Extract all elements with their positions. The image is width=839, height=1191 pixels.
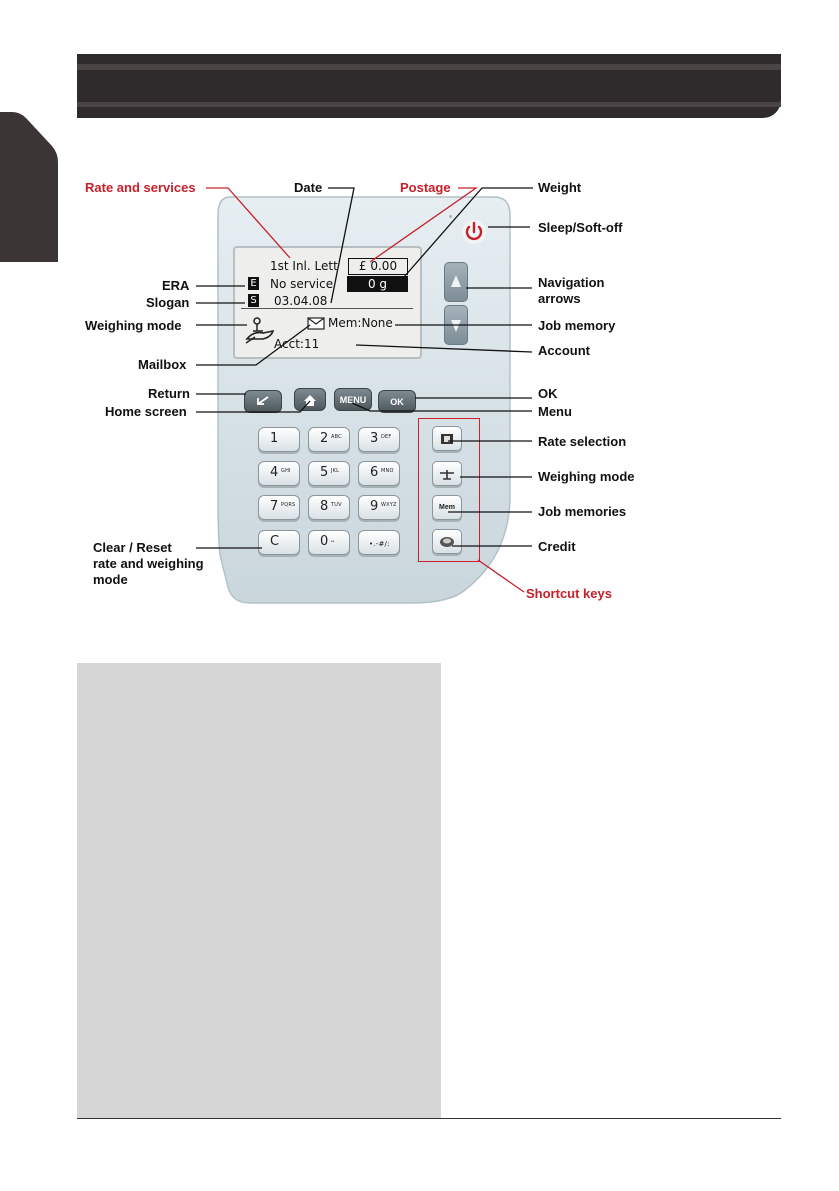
label-postage: Postage: [400, 180, 451, 195]
key-0[interactable]: 0 ␣: [308, 530, 350, 555]
note-box: [77, 663, 441, 1118]
label-weighing-mode: Weighing mode: [85, 318, 182, 333]
job-memories-key[interactable]: Mem: [432, 495, 462, 520]
lcd-memory-text: Mem:None: [328, 316, 393, 330]
era-badge: E: [248, 277, 259, 290]
label-shortcut-keys: Shortcut keys: [526, 586, 612, 601]
label-weight: Weight: [538, 180, 582, 195]
label-home-screen: Home screen: [105, 404, 187, 419]
label-weighing-mode-key: Weighing mode: [538, 469, 635, 484]
label-date: Date: [294, 180, 323, 195]
label-slogan: Slogan: [146, 295, 190, 310]
key-8[interactable]: 8 TUV: [308, 495, 350, 520]
label-return: Return: [148, 386, 190, 401]
footer-rule: [77, 1118, 781, 1119]
key-4[interactable]: 4 GHI: [258, 461, 300, 486]
key-7[interactable]: 7 PQRS: [258, 495, 300, 520]
label-sleep-soft-off: Sleep/Soft-off: [538, 220, 623, 235]
lcd-rate-text: 1st Inl. Lett: [270, 259, 338, 273]
key-9[interactable]: 9 WXYZ: [358, 495, 400, 520]
key-5[interactable]: 5 JKL: [308, 461, 350, 486]
label-navigation-2: arrows: [538, 291, 581, 306]
key-clear[interactable]: C: [258, 530, 300, 555]
label-account: Account: [538, 343, 590, 358]
lcd-date-text: 03.04.08: [274, 294, 328, 308]
label-era: ERA: [162, 278, 190, 293]
menu-button[interactable]: MENU: [334, 388, 372, 411]
key-1[interactable]: 1: [258, 427, 300, 452]
label-mailbox: Mailbox: [138, 357, 187, 372]
label-credit: Credit: [538, 539, 576, 554]
label-menu: Menu: [538, 404, 572, 419]
label-ok: OK: [538, 386, 558, 401]
ok-button[interactable]: OK: [378, 390, 416, 413]
key-3[interactable]: 3 DEF: [358, 427, 400, 452]
lcd-postage-value: £ 0.00: [348, 258, 408, 275]
lcd-account-text: Acct:11: [274, 337, 320, 351]
label-clear-reset-3: mode: [93, 572, 128, 587]
label-clear-reset-2: rate and weighing: [93, 556, 204, 571]
slogan-badge: S: [248, 294, 259, 307]
label-job-memories: Job memories: [538, 504, 627, 519]
key-6[interactable]: 6 MNO: [358, 461, 400, 486]
key-2[interactable]: 2 ABC: [308, 427, 350, 452]
label-navigation-1: Navigation: [538, 275, 605, 290]
label-rate-selection: Rate selection: [538, 434, 627, 449]
label-clear-reset-1: Clear / Reset: [93, 540, 172, 555]
lcd-service-text: No service: [270, 277, 334, 291]
label-rate-and-services: Rate and services: [85, 180, 196, 195]
key-symbols[interactable]: •.-#/:: [358, 530, 400, 555]
lcd-weight-value: 0 g: [347, 276, 408, 292]
label-job-memory: Job memory: [538, 318, 616, 333]
